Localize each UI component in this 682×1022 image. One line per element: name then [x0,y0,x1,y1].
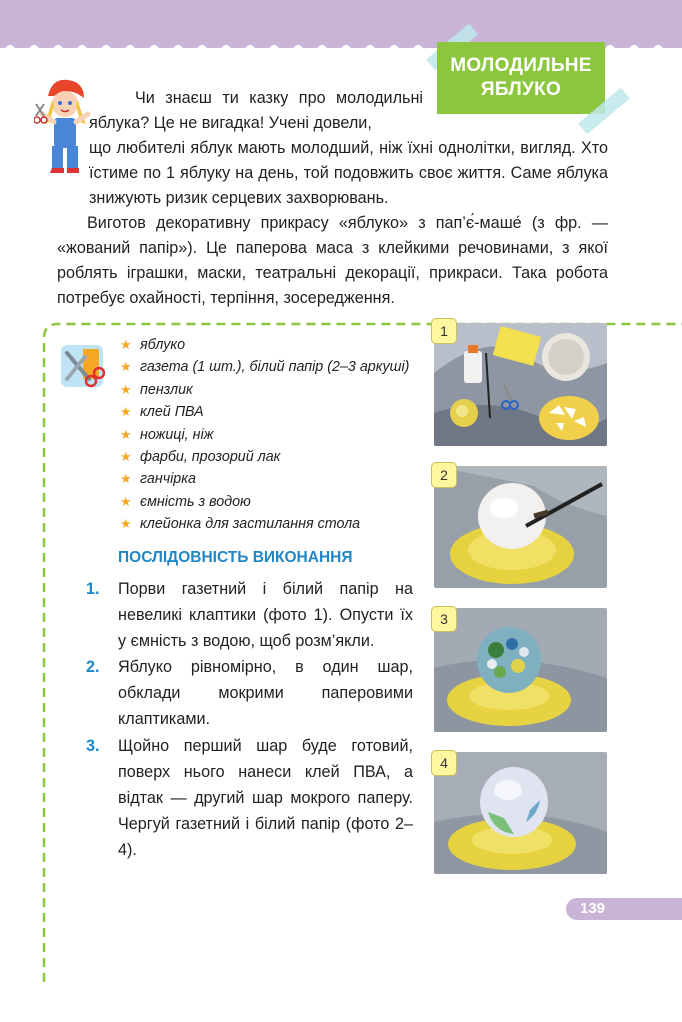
list-item [120,401,409,423]
list-item [120,379,409,401]
material-text: газета (1 шт.), білий папір (2–3 аркуші) [140,359,410,376]
photo-first-layer [434,466,607,588]
step-text: Щойно перший шар буде готовий, поверх нього нанеси клей ПВА, а відтак — другий шар мокрого паперу. Чергуй газетний і білий папір (фото 2–4). [118,737,413,859]
material-text: ганчірка [140,471,196,488]
title-line-2: ЯБЛУКО [480,79,562,100]
girl-mascot-icon [34,76,96,178]
star-bullet-icon: ★ [120,426,132,442]
star-bullet-icon: ★ [120,516,132,532]
star-bullet-icon: ★ [120,359,132,375]
intro-paragraph-2: Виготов декоративну прикрасу «яблуко» з пап’є́-маше́ (з фр. — «жований папір»). Це паперова маса з клейкими речовинами, з якої роблять іграшки, маски, театральні декорації, прикраси. Така робота потребує охайності, терпіння, зосередження. [57,214,608,307]
list-item [120,356,409,378]
intro-paragraph-part-1: Чи знаєш ти казку про молодильні яблука? Це не вигадка! Учені довели, [89,89,423,132]
list-item [120,513,409,535]
material-text: ножиці, ніж [140,426,214,443]
title-line-1: МОЛОДИЛЬНЕ [450,55,592,76]
material-text: фарби, прозорий лак [140,448,281,465]
intro-paragraph-part-2: що любителі яблук мають молодший, ніж їхні однолітки, вигляд. Хто їстиме по 1 яблуку на день, той подовжить своє життя. Саме яблука знижують ризик серцевих захворювань. [89,139,608,207]
photo-materials [434,323,607,446]
star-bullet-icon: ★ [120,404,132,420]
material-text: пензлик [140,381,193,398]
star-bullet-icon: ★ [120,337,132,352]
photo-label-badge: 3 [431,606,457,632]
tools-icon [59,343,105,389]
star-bullet-icon: ★ [120,493,132,509]
star-bullet-icon: ★ [120,448,132,464]
top-band [0,0,682,48]
sequence-heading: ПОСЛІДОВНІСТЬ ВИКОНАННЯ [118,549,353,566]
list-item [120,491,409,513]
list-item [120,334,409,356]
list-item [120,446,409,468]
page-number: 139 [566,898,682,920]
photo-label-badge: 1 [431,318,457,344]
list-item [120,468,409,490]
star-bullet-icon: ★ [120,381,132,397]
material-text: клей ПВА [140,404,204,421]
page-title [437,42,605,114]
materials-list [120,334,409,536]
photo-label-badge: 4 [431,750,457,776]
step-number: 2. [86,658,100,676]
star-bullet-icon: ★ [120,471,132,487]
material-text: клейонка для застилання стола [140,516,361,533]
material-text: ємність з водою [140,493,251,510]
step-number: 1. [86,580,100,598]
step-text: Порви газетний і білий папір на невеликі клаптики (фото 1). Опусти їх у ємність з водою, щоб розм’якли. [118,580,413,650]
photo-label-badge: 2 [431,462,457,488]
material-text: яблуко [140,337,186,353]
step-text: Яблуко рівномірно, в один шар, обклади мокрими паперовими клаптиками. [118,658,413,728]
step-number: 3. [86,737,100,755]
photo-white-layer [434,752,607,874]
photo-newspaper-layer [434,608,607,732]
list-item [120,424,409,446]
